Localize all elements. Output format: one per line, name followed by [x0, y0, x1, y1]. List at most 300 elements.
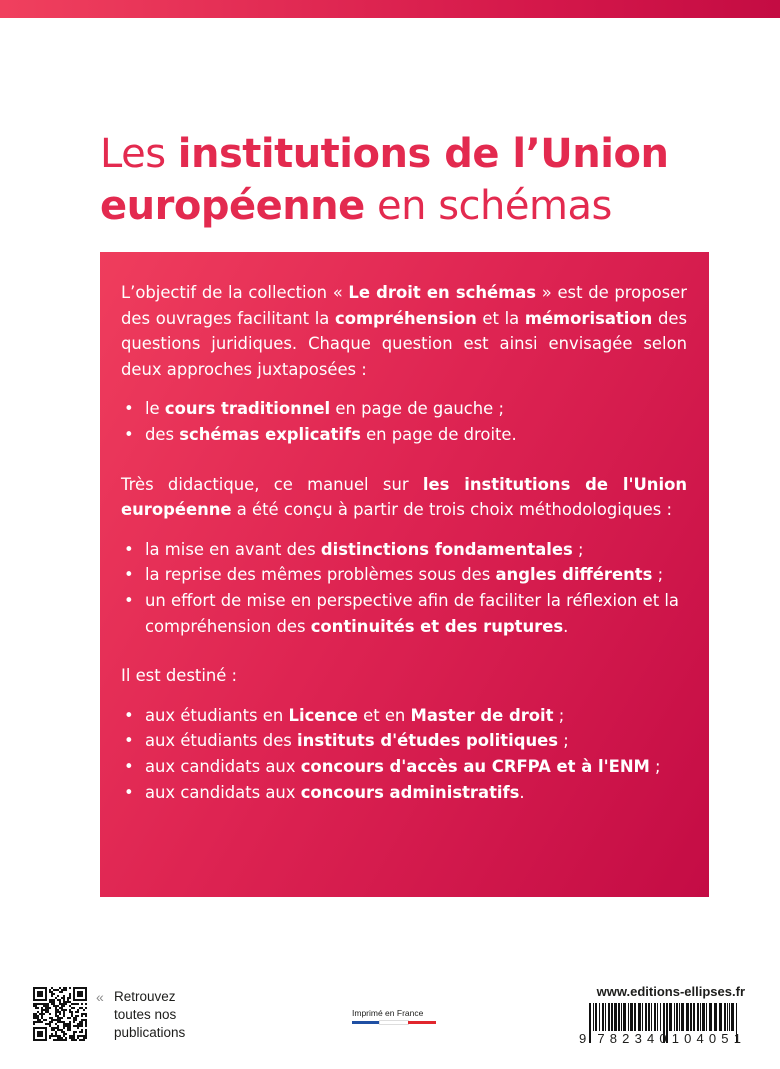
qr-module — [55, 997, 57, 999]
qr-module — [79, 1021, 81, 1023]
qr-module — [47, 1009, 49, 1011]
isbn-digit: 3 — [634, 1031, 642, 1046]
qr-module — [81, 1021, 83, 1023]
qr-module — [81, 1013, 83, 1015]
barcode-bar — [611, 1003, 613, 1031]
qr-module — [61, 1005, 63, 1007]
barcode-bar — [727, 1003, 728, 1031]
qr-module — [37, 1021, 39, 1023]
qr-module — [63, 1033, 65, 1035]
isbn-digit: 1 — [733, 1031, 741, 1046]
qr-module — [45, 1007, 47, 1009]
text-bold: Le droit en schémas — [348, 283, 537, 302]
qr-module — [59, 1011, 61, 1013]
flag-stripe-blue — [352, 1021, 380, 1024]
qr-module — [39, 1019, 41, 1021]
isbn-digit: 8 — [609, 1031, 618, 1046]
qr-module — [69, 1001, 71, 1003]
bullet: • — [124, 565, 134, 585]
qr-module — [69, 995, 71, 997]
qr-module — [43, 1009, 45, 1011]
barcode-bar — [686, 1003, 689, 1031]
qr-module — [37, 1017, 39, 1019]
printed-in-france — [352, 1008, 442, 1024]
qr-module — [63, 1027, 65, 1029]
text: aux étudiants des — [145, 731, 298, 751]
qr-module — [65, 1003, 67, 1005]
barcode-bar — [697, 1003, 699, 1031]
list-item — [121, 537, 687, 563]
barcode-bar — [645, 1003, 647, 1031]
qr-module — [57, 1005, 59, 1007]
qr-module — [45, 1023, 47, 1025]
qr-module — [57, 1009, 59, 1011]
text: » est de proposer des ouvrages facilitant la — [121, 283, 687, 328]
qr-module — [65, 1025, 67, 1027]
methods-list — [121, 537, 687, 639]
qr-module — [77, 1037, 79, 1039]
book-title — [100, 128, 720, 232]
qr-module — [73, 1017, 75, 1019]
bullet: • — [124, 782, 134, 802]
qr-module — [59, 991, 61, 993]
qr-module — [59, 1019, 61, 1021]
qr-module — [73, 1007, 75, 1009]
isbn-digit: 4 — [646, 1031, 655, 1046]
qr-module — [81, 1007, 83, 1009]
barcode-bar — [679, 1003, 680, 1031]
qr-module — [55, 1035, 57, 1037]
audience-list — [121, 703, 687, 805]
qr-module — [77, 1011, 79, 1013]
qr-module — [55, 1005, 57, 1007]
barcode-bar — [714, 1003, 717, 1031]
barcode-bar — [608, 1003, 610, 1031]
qr-module — [79, 1039, 81, 1041]
text-bold: les institutions de l'Union européenne — [121, 474, 688, 520]
isbn-digit: 5 — [721, 1031, 729, 1046]
qr-module — [77, 1003, 79, 1005]
top-color-stripe — [0, 0, 780, 18]
qr-module — [71, 1039, 73, 1041]
qr-module — [37, 1003, 39, 1005]
qr-module — [59, 987, 61, 989]
text-bold: concours d'accès au CRFPA et à l'ENM — [300, 756, 650, 776]
description-panel — [100, 252, 709, 897]
qr-module — [75, 1003, 77, 1005]
qr-module — [71, 1037, 73, 1039]
qr-module — [63, 1005, 65, 1007]
qr-module — [69, 1011, 71, 1013]
qr-module — [51, 999, 53, 1001]
barcode-bar — [676, 1003, 678, 1031]
qr-module — [35, 1005, 37, 1007]
qr-module — [47, 1023, 49, 1025]
qr-module — [35, 1003, 37, 1005]
qr-module — [49, 1037, 51, 1039]
qr-module — [49, 1035, 51, 1037]
qr-module — [51, 1033, 53, 1035]
qr-module — [57, 995, 59, 997]
text: ; — [553, 705, 565, 725]
barcode-bar — [630, 1003, 633, 1031]
qr-module — [85, 1035, 87, 1037]
qr-code-icon[interactable] — [31, 985, 89, 1043]
qr-module — [49, 1017, 51, 1019]
barcode-bar — [595, 1003, 597, 1031]
barcode-bar — [654, 1003, 656, 1031]
qr-module — [75, 1039, 77, 1041]
text: ; — [652, 565, 664, 585]
qr-module — [61, 1017, 63, 1019]
qr-module — [73, 1039, 75, 1041]
qr-module — [51, 1017, 53, 1019]
qr-module — [63, 1015, 65, 1017]
publisher-website[interactable]: www.editions-ellipses.fr — [596, 984, 745, 999]
qr-module — [61, 997, 63, 999]
qr-module — [61, 989, 63, 991]
qr-module — [61, 1031, 63, 1033]
qr-module — [61, 1039, 63, 1041]
qr-module — [69, 1017, 71, 1019]
qr-module — [65, 1039, 67, 1041]
qr-module — [37, 1015, 39, 1017]
qr-module — [49, 1021, 51, 1023]
qr-module — [71, 1011, 73, 1013]
qr-module — [55, 1033, 57, 1035]
qr-module — [83, 1037, 85, 1039]
qr-module — [55, 1011, 57, 1013]
qr-module — [57, 999, 59, 1001]
qr-module — [81, 1029, 83, 1031]
qr-module — [33, 1003, 35, 1005]
qr-module — [33, 1013, 35, 1015]
text-bold: distinctions fondamentales — [320, 539, 573, 559]
qr-module — [53, 1005, 55, 1007]
text-bold: continuités et des ruptures — [310, 616, 564, 636]
qr-module — [59, 1001, 61, 1003]
qr-module — [75, 1031, 77, 1033]
text: un effort de mise en perspective afin de faciliter la réflexion et la compréhension des — [145, 590, 679, 636]
qr-module — [69, 1035, 71, 1037]
method-paragraph — [121, 472, 687, 523]
approaches-list — [121, 396, 687, 447]
text: ; — [572, 539, 584, 559]
text: la mise en avant des — [145, 539, 321, 559]
qr-module — [81, 1019, 83, 1021]
qr-module — [77, 1027, 79, 1029]
qr-module — [49, 999, 51, 1001]
qr-module — [71, 1007, 73, 1009]
text: ; — [558, 731, 569, 751]
qr-module — [51, 1029, 53, 1031]
qr-module — [59, 1003, 61, 1005]
title-text: en schémas — [364, 183, 612, 229]
qr-module — [53, 989, 55, 991]
barcode-bar — [621, 1003, 622, 1031]
qr-module — [85, 1023, 87, 1025]
qr-module — [41, 1003, 43, 1005]
qr-module — [83, 1019, 85, 1021]
text-bold: schémas explicatifs — [179, 424, 361, 444]
isbn-digit: 1 — [671, 1031, 679, 1046]
qr-module — [59, 1037, 61, 1039]
qr-module — [61, 1021, 63, 1023]
qr-module — [53, 1035, 55, 1037]
qr-module — [77, 1023, 79, 1025]
qr-module — [35, 1007, 37, 1009]
text: des questions juridiques. Chaque question est ainsi envisagée selon deux approches juxtaposées : — [121, 308, 687, 379]
qr-module — [55, 1031, 57, 1033]
qr-module — [63, 997, 65, 999]
qr-module — [59, 1029, 61, 1031]
text-bold: Licence — [288, 705, 358, 725]
qr-module — [49, 1013, 51, 1015]
printed-label: Imprimé en France — [352, 1008, 424, 1018]
isbn-digit: 9 — [579, 1031, 587, 1046]
qr-module — [45, 1003, 47, 1005]
qr-module — [63, 1009, 65, 1011]
text-bold: mémorisation — [524, 308, 653, 328]
qr-module — [69, 987, 71, 989]
text-bold: cours traditionnel — [164, 399, 331, 419]
barcode-bar — [669, 1003, 672, 1031]
qr-module — [65, 1001, 67, 1003]
barcode-bar — [719, 1003, 722, 1031]
qr-module — [65, 987, 67, 989]
qr-module — [49, 1001, 51, 1003]
barcode-bar — [693, 1003, 695, 1031]
qr-module — [63, 1025, 65, 1027]
qr-module — [43, 1003, 45, 1005]
barcode-bar — [602, 1003, 604, 1031]
qr-module — [57, 1029, 59, 1031]
list-item — [121, 754, 687, 780]
bullet: • — [124, 424, 134, 444]
qr-module — [55, 1023, 57, 1025]
text-bold: angles différents — [495, 565, 653, 585]
qr-module — [67, 1025, 69, 1027]
barcode-bar — [709, 1003, 712, 1031]
qr-module — [43, 1005, 45, 1007]
retrouvez-line: toutes nos — [114, 1007, 177, 1022]
qr-module — [57, 1025, 59, 1027]
title-text: Les — [100, 131, 178, 177]
qr-module — [67, 1001, 69, 1003]
bullet: • — [124, 399, 134, 419]
list-item — [121, 396, 687, 422]
text: et la — [476, 308, 525, 328]
qr-module — [69, 1021, 71, 1023]
qr-module — [43, 1013, 45, 1015]
qr-module — [51, 995, 53, 997]
qr-module — [77, 1035, 79, 1037]
barcode-bar — [593, 1003, 594, 1031]
qr-module — [61, 1007, 63, 1009]
qr-module — [63, 995, 65, 997]
qr-module — [65, 1037, 67, 1039]
list-item — [121, 562, 687, 588]
text: en page de gauche ; — [330, 399, 504, 419]
qr-module — [57, 1017, 59, 1019]
qr-module — [39, 1003, 41, 1005]
french-flag-icon — [352, 1021, 436, 1024]
qr-module — [55, 1019, 57, 1021]
qr-module — [55, 1007, 57, 1009]
qr-module — [69, 1025, 71, 1027]
qr-module — [35, 1015, 37, 1017]
barcode-bar — [623, 1003, 626, 1031]
qr-module — [59, 1039, 61, 1041]
qr-module — [45, 1019, 47, 1021]
qr-module — [79, 1031, 81, 1033]
qr-module — [53, 1027, 55, 1029]
qr-module — [61, 991, 63, 993]
qr-module — [53, 1039, 55, 1041]
bullet: • — [124, 731, 134, 751]
barcode-bar — [660, 1003, 661, 1031]
qr-module — [53, 1003, 55, 1005]
qr-module — [73, 1021, 75, 1023]
text: ; — [649, 756, 661, 776]
qr-module — [41, 1021, 43, 1023]
qr-module — [35, 1013, 37, 1015]
qr-module — [73, 1003, 75, 1005]
qr-module — [55, 1015, 57, 1017]
qr-module — [81, 1031, 83, 1033]
qr-module — [57, 1037, 59, 1039]
qr-module — [59, 1013, 61, 1015]
intro-paragraph — [121, 280, 687, 382]
flag-stripe-red — [408, 1021, 436, 1024]
qr-module — [33, 1005, 35, 1007]
text: en page de droite. — [360, 424, 517, 444]
publications-link[interactable] — [96, 988, 206, 1042]
qr-module — [85, 1013, 87, 1015]
qr-module — [75, 1011, 77, 1013]
barcode-bar — [614, 1003, 617, 1031]
list-item — [121, 780, 687, 806]
qr-module — [57, 1027, 59, 1029]
qr-module — [73, 1033, 75, 1035]
audience-intro: Il est destiné : — [121, 666, 238, 686]
qr-module — [49, 1025, 51, 1027]
qr-module — [53, 1029, 55, 1031]
qr-module — [75, 1019, 77, 1021]
list-item — [121, 703, 687, 729]
qr-module — [43, 1019, 45, 1021]
bullet: • — [124, 590, 134, 610]
isbn-digit: 7 — [597, 1031, 605, 1046]
qr-module — [71, 1035, 73, 1037]
qr-module — [83, 1039, 85, 1041]
qr-module — [49, 1007, 51, 1009]
qr-module — [45, 1009, 47, 1011]
qr-module — [57, 1019, 59, 1021]
barcode-bar — [674, 1003, 675, 1031]
qr-finder — [37, 1031, 43, 1037]
qr-module — [53, 1019, 55, 1021]
qr-module — [75, 1017, 77, 1019]
retrouvez-line: publications — [114, 1025, 186, 1040]
text: aux étudiants en — [145, 705, 289, 725]
qr-finder — [77, 991, 83, 997]
qr-module — [71, 1015, 73, 1017]
qr-module — [75, 1015, 77, 1017]
barcode-bar — [702, 1003, 705, 1031]
barcode-bar — [706, 1003, 707, 1031]
text: le — [145, 399, 165, 419]
qr-module — [67, 1027, 69, 1029]
text-bold: Master de droit — [410, 705, 554, 725]
qr-module — [51, 993, 53, 995]
qr-module — [63, 1021, 65, 1023]
qr-module — [73, 1037, 75, 1039]
qr-module — [51, 1019, 53, 1021]
qr-module — [85, 1019, 87, 1021]
qr-module — [63, 1031, 65, 1033]
qr-module — [85, 1037, 87, 1039]
qr-module — [51, 1003, 53, 1005]
qr-module — [49, 1023, 51, 1025]
qr-module — [59, 1017, 61, 1019]
qr-module — [85, 1015, 87, 1017]
qr-module — [35, 1017, 37, 1019]
qr-module — [73, 1035, 75, 1037]
text: et en — [357, 705, 411, 725]
qr-module — [41, 1007, 43, 1009]
qr-module — [67, 1023, 69, 1025]
qr-module — [45, 1011, 47, 1013]
qr-module — [81, 1015, 83, 1017]
barcode-bar — [731, 1003, 734, 1031]
text: aux candidats aux — [145, 756, 301, 776]
barcode-bar — [642, 1003, 643, 1031]
qr-module — [37, 1007, 39, 1009]
barcode-bar — [618, 1003, 620, 1031]
text: Très didactique, ce manuel sur — [121, 474, 423, 494]
flag-stripe-white — [380, 1021, 408, 1024]
qr-module — [85, 1031, 87, 1033]
qr-module — [63, 999, 65, 1001]
qr-module — [33, 1017, 35, 1019]
qr-module — [57, 1015, 59, 1017]
qr-module — [57, 1039, 59, 1041]
barcode-bar — [634, 1003, 636, 1031]
qr-module — [49, 991, 51, 993]
qr-module — [47, 1003, 49, 1005]
qr-module — [61, 1009, 63, 1011]
barcode-bar — [729, 1003, 730, 1031]
qr-module — [57, 1011, 59, 1013]
barcode-bar — [648, 1003, 650, 1031]
isbn-digit: 0 — [659, 1031, 667, 1046]
qr-module — [35, 1021, 37, 1023]
isbn-digit: 0 — [684, 1031, 692, 1046]
qr-module — [51, 1001, 53, 1003]
qr-module — [59, 999, 61, 1001]
qr-module — [63, 1013, 65, 1015]
barcode-bar — [651, 1003, 652, 1031]
barcode-bar — [605, 1003, 606, 1031]
qr-module — [41, 1015, 43, 1017]
qr-module — [63, 1039, 65, 1041]
qr-module — [57, 1021, 59, 1023]
text-bold: compréhension — [335, 308, 477, 328]
barcode-bar — [690, 1003, 692, 1031]
qr-module — [53, 1001, 55, 1003]
qr-module — [61, 1029, 63, 1031]
